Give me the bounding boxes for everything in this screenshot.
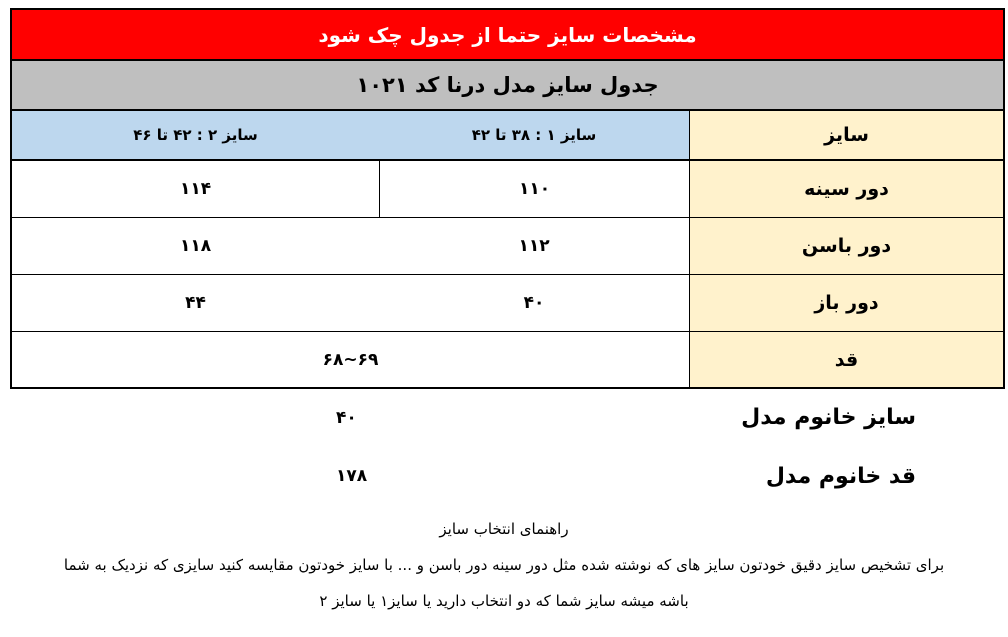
warning-banner <box>12 10 1003 61</box>
table-row <box>12 275 1003 332</box>
row-size1-value: ۴۰ <box>523 293 545 313</box>
row-label: قد <box>689 332 1003 387</box>
size-table <box>10 8 1005 389</box>
row-size2-value: ۱۱۸ <box>179 236 212 256</box>
table-row <box>12 218 1003 275</box>
table-title-bar <box>12 61 1003 111</box>
model-height-label: قد خانوم مدل <box>765 464 916 489</box>
header-size1-cell: سایز ۱ : ۳۸ تا ۴۲ <box>379 111 689 159</box>
model-size-value: ۴۰ <box>336 408 357 428</box>
row-size2-value: ۴۴ <box>185 293 206 313</box>
guide-title: راهنمای انتخاب سایز <box>439 520 569 538</box>
header-size2-cell: سایز ۲ : ۴۲ تا ۴۶ <box>12 111 379 159</box>
row-label: دور باز <box>689 275 1003 331</box>
table-header-row <box>12 111 1003 161</box>
row-size1-value: ۱۱۰ <box>379 161 689 217</box>
height-range-value: ۶۹~۶۸ <box>322 349 379 370</box>
guide-line-2: باشه میشه سایز شما که دو انتخاب دارید یا سایز۱ یا سایز ۲ <box>319 592 689 610</box>
table-row <box>12 161 1003 218</box>
row-label: دور باسن <box>689 218 1003 274</box>
header-label-cell: سایز <box>689 111 1003 159</box>
row-size1-value: ۱۱۲ <box>518 236 550 256</box>
banner-title: مشخصات سایز حتما از جدول چک شود <box>318 22 697 47</box>
model-size-label: سایز خانوم مدل <box>741 405 916 430</box>
table-title: جدول سایز مدل درنا کد ۱۰۲۱ <box>356 73 659 97</box>
row-label: دور سینه <box>689 161 1003 217</box>
guide-line-1: برای تشخیص سایز دقیق خودتون سایز های که نوشته شده مثل دور سینه دور باسن و ... با سایز خودتون مقایسه کنید سایزی که نزدیک به شما <box>63 556 945 574</box>
table-row-height <box>12 332 1003 387</box>
model-height-value: ۱۷۸ <box>336 466 368 486</box>
row-size2-value: ۱۱۴ <box>179 179 212 199</box>
